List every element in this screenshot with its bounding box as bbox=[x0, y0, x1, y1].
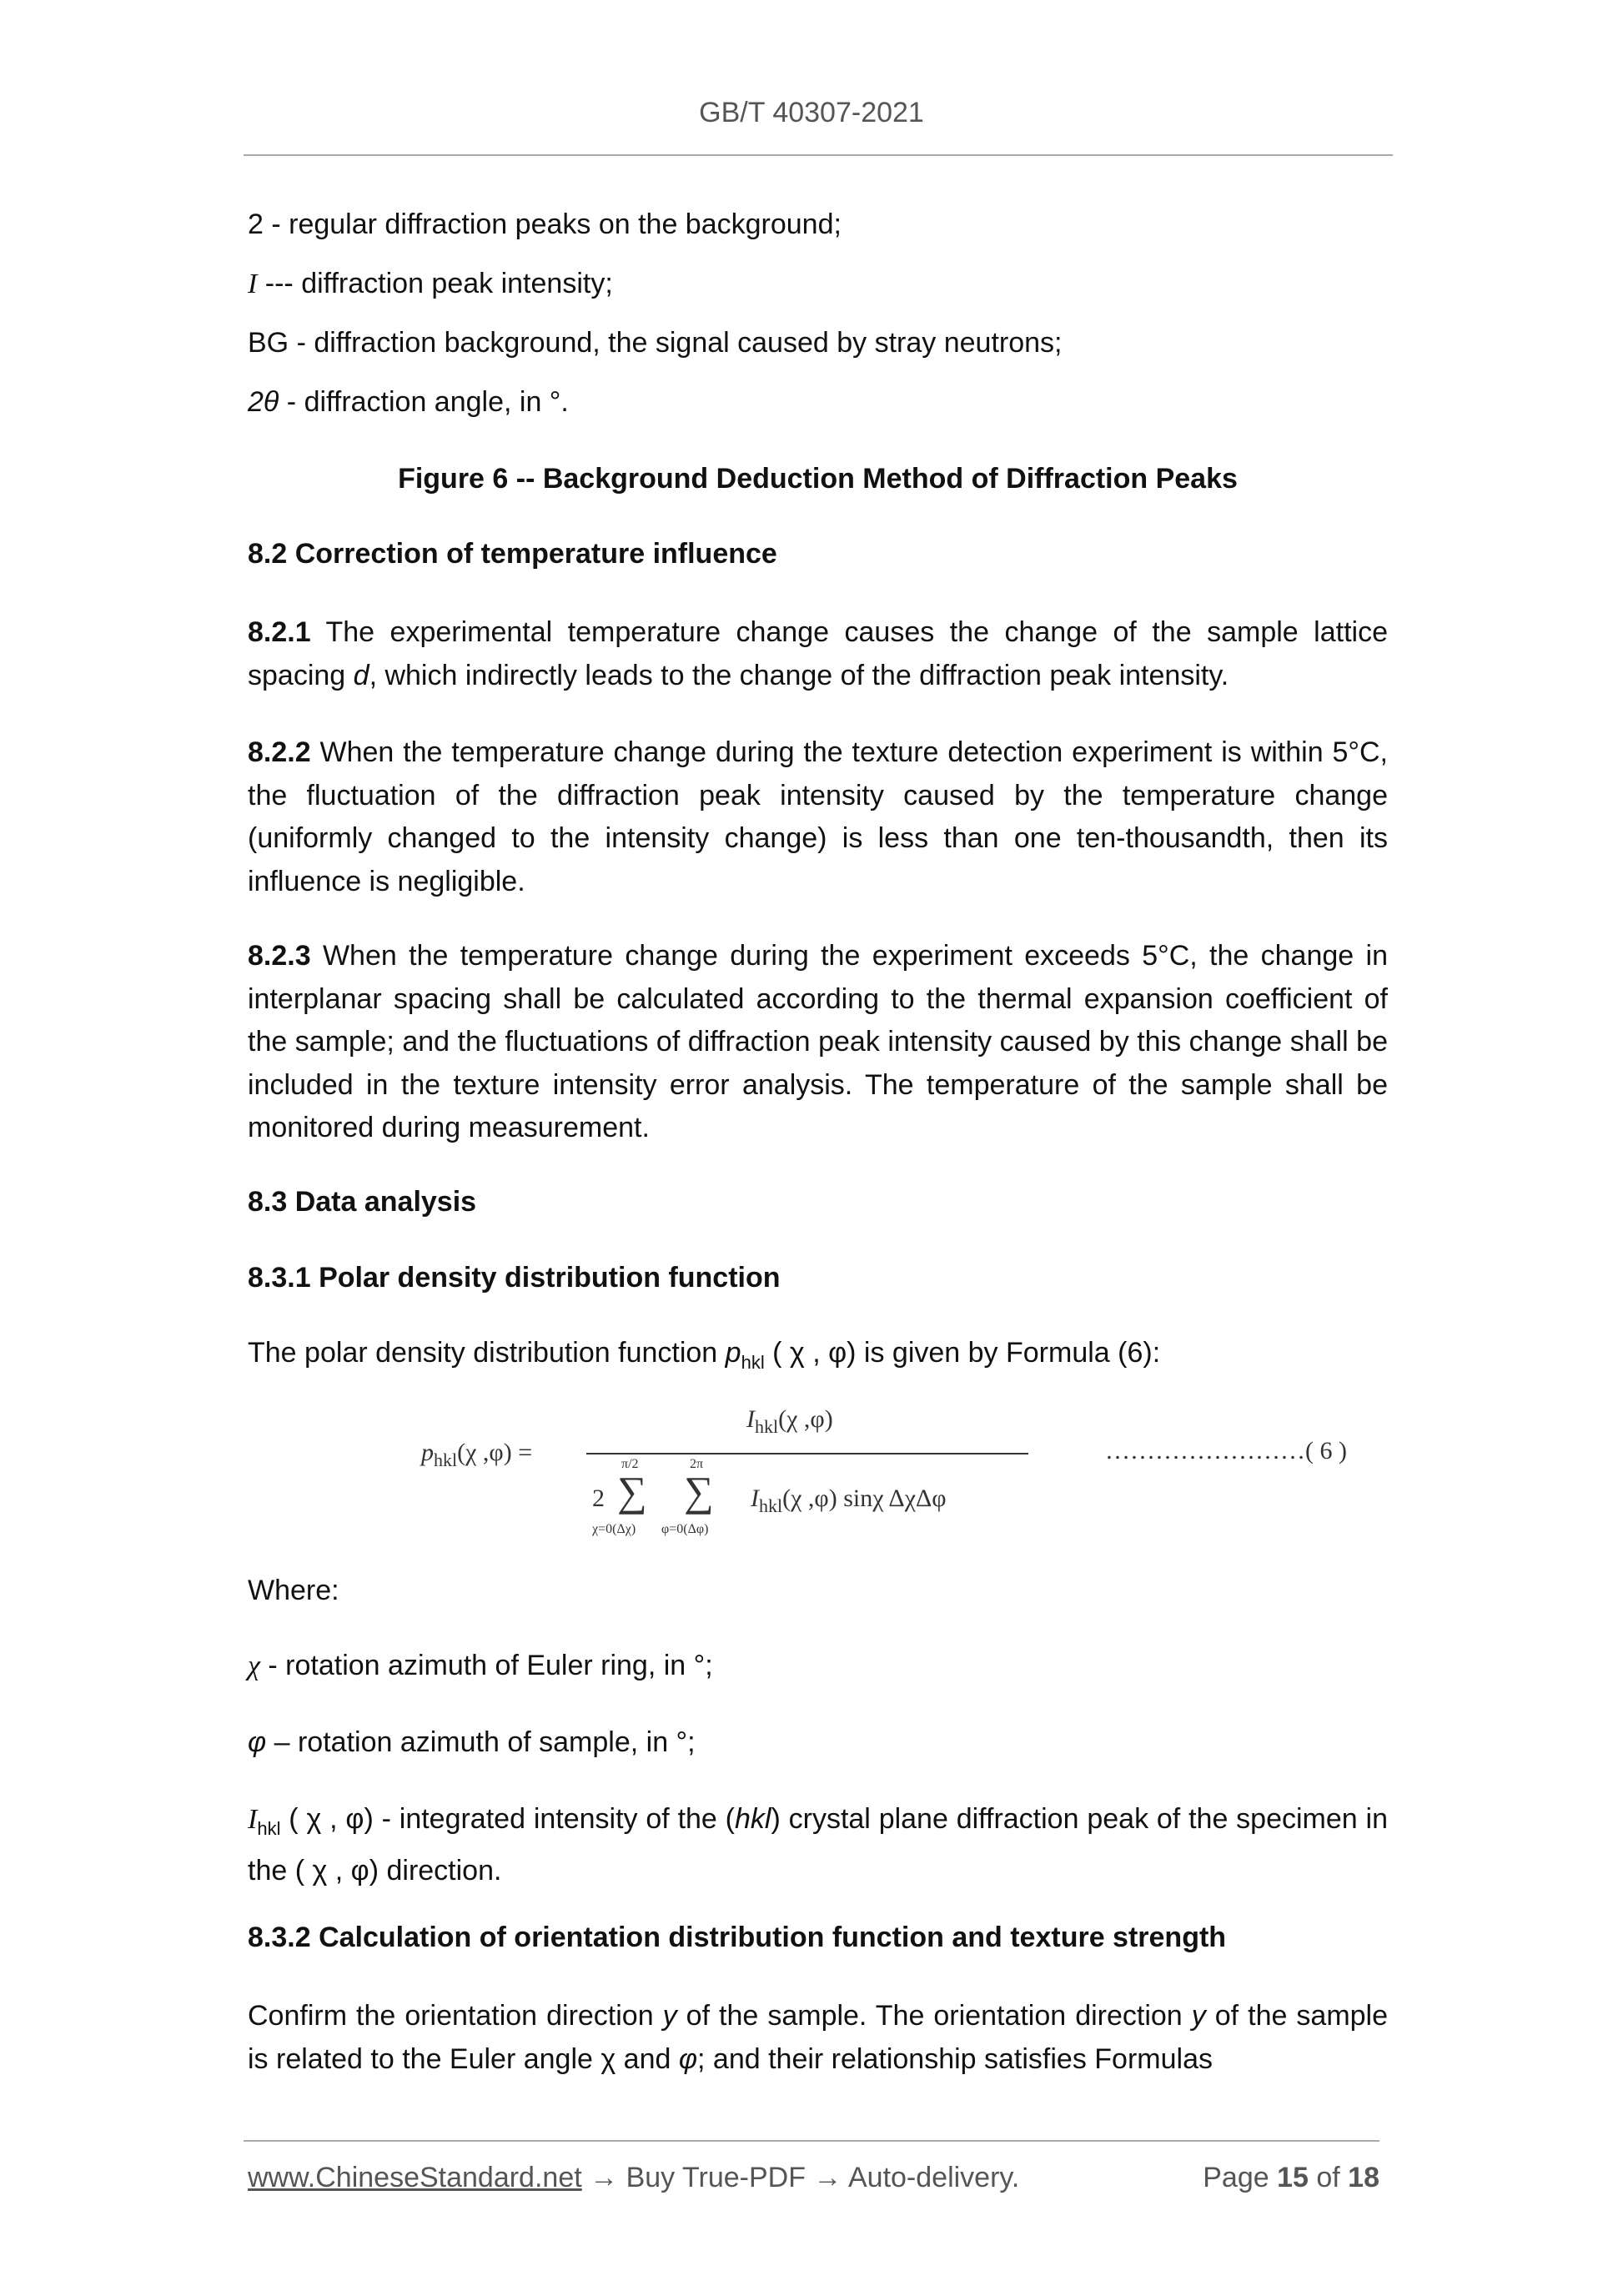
legend-text: --- diffraction peak intensity; bbox=[257, 268, 613, 299]
text: ( χ , φ) - integrated intensity of the ( bbox=[280, 1803, 735, 1835]
symbol: I bbox=[248, 1804, 258, 1835]
symbol: χ bbox=[248, 1650, 260, 1681]
text: The polar density distribution function bbox=[248, 1337, 726, 1369]
sum-lower: φ=0(Δφ) bbox=[661, 1522, 709, 1536]
clause-number: 8.2.1 bbox=[248, 616, 311, 648]
subscript: hkl bbox=[759, 1495, 783, 1516]
subscript: hkl bbox=[755, 1416, 779, 1437]
definition bbox=[248, 1650, 1388, 1682]
legend-text: - diffraction angle, in °. bbox=[279, 386, 569, 418]
clause-number: 8.2.2 bbox=[248, 736, 311, 768]
header-divider bbox=[244, 154, 1393, 156]
symbol: φ bbox=[248, 1726, 267, 1758]
denominator bbox=[751, 1485, 947, 1517]
legend-item bbox=[248, 268, 1388, 300]
text: – rotation azimuth of sample, in °; bbox=[266, 1726, 696, 1758]
clause-number: 8.2.3 bbox=[248, 940, 311, 972]
subsection-heading: 8.3.2 Calculation of orientation distribution function and texture strength bbox=[248, 1922, 1227, 1953]
paragraph bbox=[248, 611, 1388, 697]
fraction-bar bbox=[586, 1453, 1028, 1454]
coefficient: 2 bbox=[592, 1485, 605, 1512]
current-page: 15 bbox=[1277, 2162, 1309, 2193]
text: When the temperature change during the experiment exceeds 5°C, the change in interplanar spacing shall be calculated according to the thermal expansion coefficient of the sample; and the fluctuations of diffraction peak intensity caused by this change shall be included in the texture intensity error analysis. The temperature of the sample shall be monitored during measurement. bbox=[248, 940, 1388, 1143]
legend-symbol: 2θ bbox=[248, 386, 279, 418]
paragraph bbox=[248, 1337, 1388, 1374]
text: (χ ,φ) sinχ ΔχΔφ bbox=[782, 1485, 947, 1512]
legend-item bbox=[248, 327, 1388, 359]
footer-text: → Buy True-PDF → Auto-delivery. bbox=[581, 2162, 1020, 2193]
symbol: I bbox=[746, 1405, 755, 1433]
page-footer bbox=[248, 2162, 1379, 2194]
text: of the sample. The orientation direction bbox=[676, 2000, 1192, 2032]
text: - rotation azimuth of Euler ring, in °; bbox=[259, 1650, 713, 1681]
text: of the sample is related to the Euler angle χ and bbox=[248, 2000, 1389, 2075]
text: Confirm the orientation direction bbox=[248, 2000, 663, 2032]
legend-text: - regular diffraction peaks on the background; bbox=[263, 208, 842, 240]
of-label: of bbox=[1308, 2162, 1349, 2193]
page-label: Page bbox=[1203, 2162, 1278, 2193]
section-heading: 8.3 Data analysis bbox=[248, 1186, 477, 1218]
where-label: Where: bbox=[248, 1575, 339, 1606]
legend-item bbox=[248, 386, 1388, 419]
formula-6 bbox=[421, 1405, 1422, 1547]
definition bbox=[248, 1798, 1388, 1893]
text: ; and their relationship satisfies Formulas bbox=[697, 2042, 1213, 2075]
legend-text: - diffraction background, the signal caused by stray neutrons; bbox=[289, 327, 1063, 359]
variable: d bbox=[353, 659, 369, 691]
subscript: hkl bbox=[257, 1817, 281, 1839]
sum-upper: π/2 bbox=[621, 1457, 639, 1471]
page-header: GB/T 40307-2021 bbox=[699, 97, 924, 128]
total-pages: 18 bbox=[1348, 2162, 1379, 2193]
subscript: hkl bbox=[434, 1449, 458, 1470]
legend-symbol: 2 bbox=[248, 208, 264, 240]
legend-symbol: I bbox=[248, 269, 258, 299]
sum-icon: ∑ bbox=[684, 1468, 714, 1515]
website-link[interactable]: www.ChineseStandard.net bbox=[248, 2162, 582, 2193]
sum-lower: χ=0(Δχ) bbox=[592, 1522, 636, 1536]
symbol: I bbox=[751, 1485, 759, 1512]
variable: hkl bbox=[735, 1803, 771, 1835]
legend-symbol: BG bbox=[248, 327, 289, 359]
sum-icon: ∑ bbox=[617, 1468, 647, 1515]
figure-caption: Figure 6 -- Background Deduction Method of Diffraction Peaks bbox=[398, 463, 1238, 495]
text: ) crystal plane diffraction peak of the specimen in the ( χ , φ) direction. bbox=[248, 1803, 1388, 1887]
variable: φ bbox=[678, 2042, 698, 2075]
text: ( χ , φ) is given by Formula (6): bbox=[764, 1337, 1161, 1369]
paragraph bbox=[248, 1995, 1388, 2081]
paragraph bbox=[248, 935, 1388, 1150]
definition bbox=[248, 1726, 1388, 1759]
text: (χ ,φ) bbox=[778, 1405, 833, 1433]
formula-number: ……………………( 6 ) bbox=[1105, 1437, 1347, 1465]
section-heading: 8.2 Correction of temperature influence bbox=[248, 538, 777, 570]
symbol: p bbox=[421, 1439, 434, 1466]
subscript: hkl bbox=[741, 1351, 765, 1373]
variable: y bbox=[1191, 2000, 1206, 2032]
variable: y bbox=[662, 2000, 677, 2032]
text: The experimental temperature change causes the change of the sample lattice spacing bbox=[248, 616, 1388, 691]
sum-upper: 2π bbox=[690, 1457, 704, 1471]
numerator bbox=[746, 1405, 833, 1438]
text: (χ ,φ) = bbox=[457, 1439, 533, 1466]
paragraph bbox=[248, 731, 1388, 903]
text: , which indirectly leads to the change of the diffraction peak intensity. bbox=[369, 659, 1229, 691]
text: When the temperature change during the texture detection experiment is within 5°C, the fluctuation of the diffraction peak intensity caused by the temperature change (uniformly changed to the intensity change) is less than one ten-thousandth, then its influence is negligible. bbox=[248, 736, 1388, 897]
legend-item bbox=[248, 208, 1388, 241]
page-number bbox=[1203, 2162, 1379, 2194]
formula-lhs bbox=[421, 1439, 532, 1471]
variable: p bbox=[725, 1337, 741, 1369]
footer-divider bbox=[244, 2140, 1379, 2142]
subsection-heading: 8.3.1 Polar density distribution function bbox=[248, 1262, 781, 1294]
